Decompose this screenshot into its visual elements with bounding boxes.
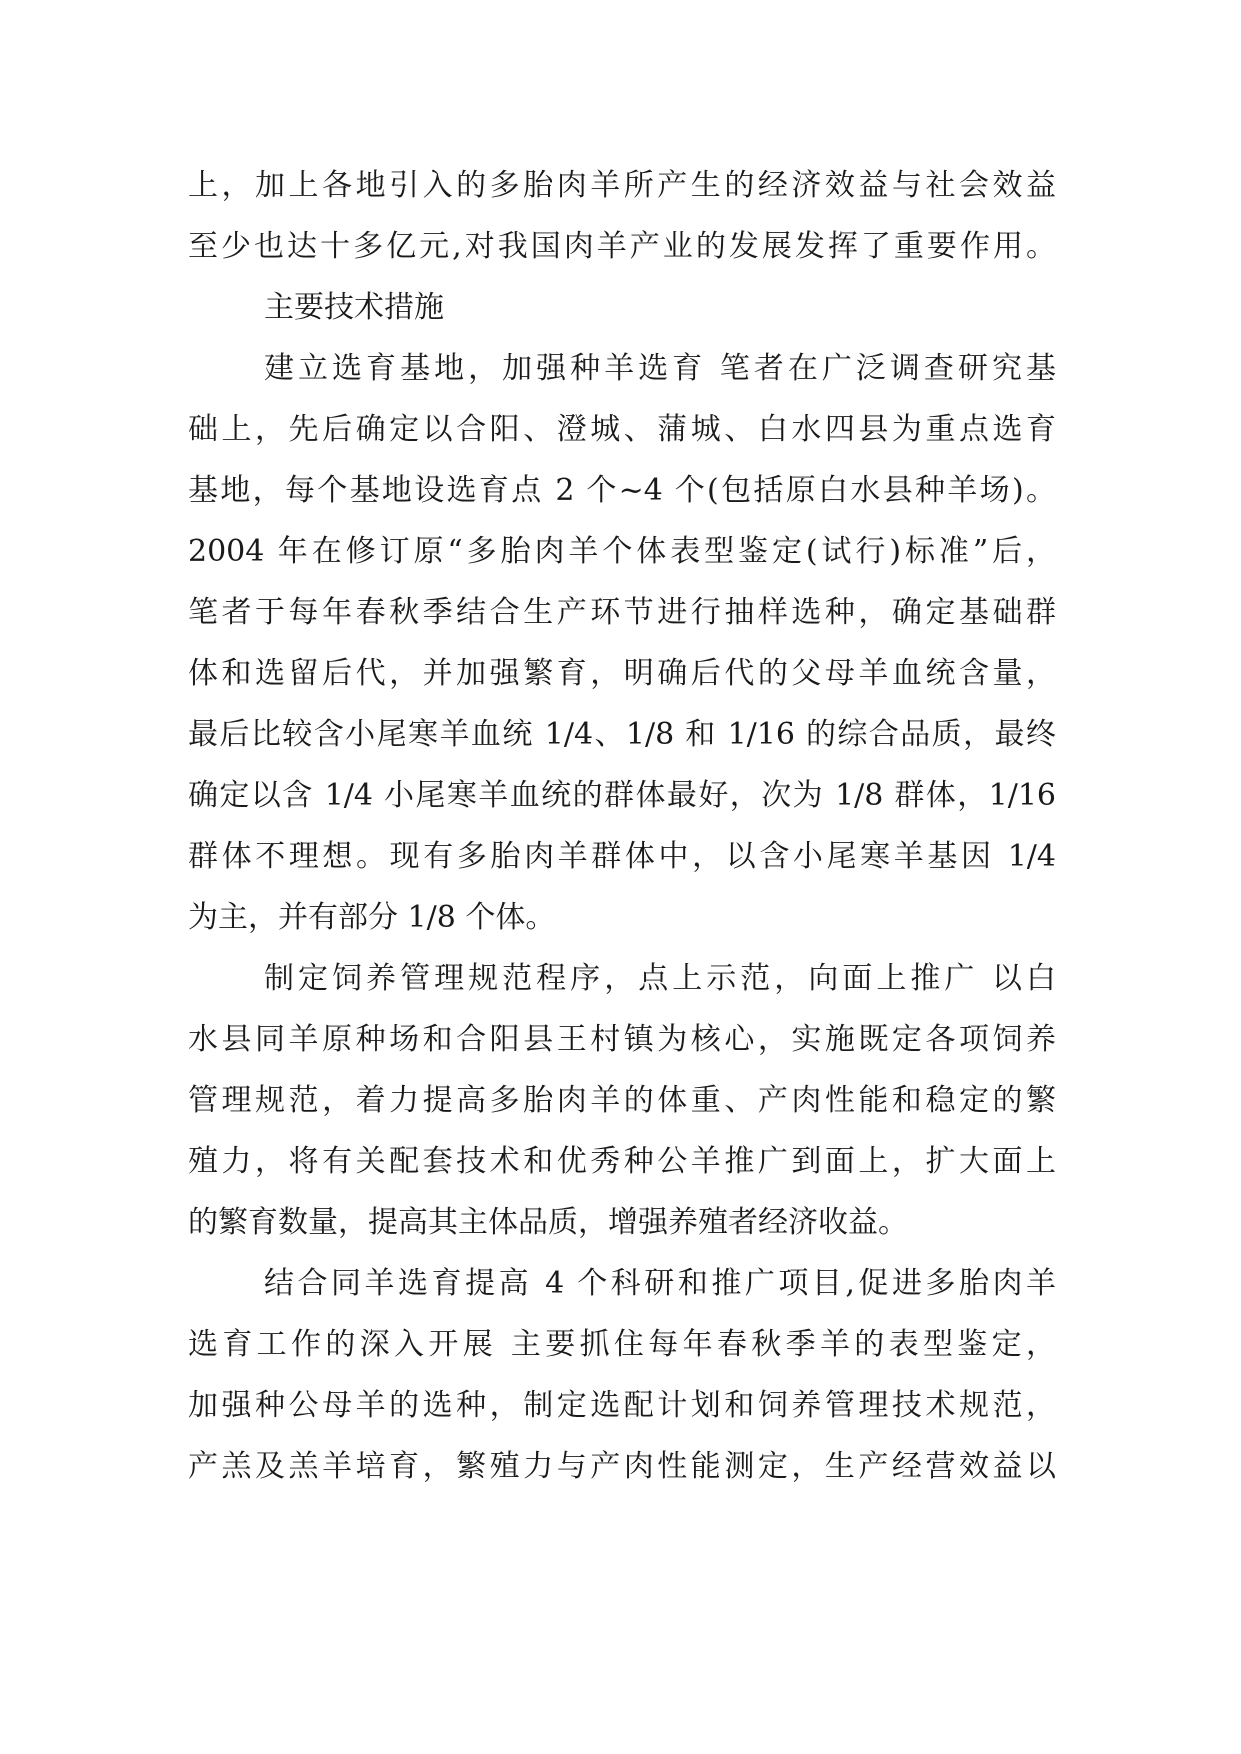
paragraph-first-line: 建立选育基地，加强种羊选育 笔者在广泛调查研究基 <box>264 351 1056 386</box>
paragraph-last-line: 的繁育数量，提高其主体品质，增强养殖者经济收益。 <box>188 1205 908 1240</box>
text-line: 确定以含 1/4 小尾寒羊血统的群体最好，次为 1/8 群体，1/16 <box>188 778 1056 813</box>
text-line: 础上，先后确定以合阳、澄城、蒲城、白水四县为重点选育 <box>188 412 1056 447</box>
paragraph-first-line: 制定饲养管理规范程序，点上示范，向面上推广 以白 <box>264 961 1056 996</box>
text-line: 水县同羊原种场和合阳县王村镇为核心，实施既定各项饲养 <box>188 1022 1056 1057</box>
text-line: 选育工作的深入开展 主要抓住每年春秋季羊的表型鉴定， <box>188 1327 1056 1362</box>
text-line: 2004 年在修订原“多胎肉羊个体表型鉴定(试行)标准”后， <box>188 534 1056 569</box>
text-line: 体和选留后代，并加强繁育，明确后代的父母羊血统含量， <box>188 656 1056 691</box>
document-body <box>188 155 1056 1497</box>
paragraph-last-line: 为主，并有部分 1/8 个体。 <box>188 900 556 935</box>
text-line: 殖力，将有关配套技术和优秀种公羊推广到面上，扩大面上 <box>188 1144 1056 1179</box>
section-heading: 主要技术措施 <box>264 290 444 325</box>
text-line: 产羔及羔羊培育，繁殖力与产肉性能测定，生产经营效益以 <box>188 1449 1056 1484</box>
text-line: 笔者于每年春秋季结合生产环节进行抽样选种，确定基础群 <box>188 595 1056 630</box>
text-line: 群体不理想。现有多胎肉羊群体中，以含小尾寒羊基因 1/4 <box>188 839 1056 874</box>
text-line: 最后比较含小尾寒羊血统 1/4、1/8 和 1/16 的综合品质，最终 <box>188 717 1056 752</box>
text-line: 至少也达十多亿元,对我国肉羊产业的发展发挥了重要作用。 <box>188 229 1056 264</box>
text-line: 上，加上各地引入的多胎肉羊所产生的经济效益与社会效益 <box>188 168 1056 203</box>
paragraph-first-line: 结合同羊选育提高 4 个科研和推广项目,促进多胎肉羊 <box>264 1266 1056 1301</box>
text-line: 基地，每个基地设选育点 2 个~4 个(包括原白水县种羊场)。 <box>188 473 1056 508</box>
text-line: 加强种公母羊的选种，制定选配计划和饲养管理技术规范， <box>188 1388 1056 1423</box>
text-line: 管理规范，着力提高多胎肉羊的体重、产肉性能和稳定的繁 <box>188 1083 1056 1118</box>
